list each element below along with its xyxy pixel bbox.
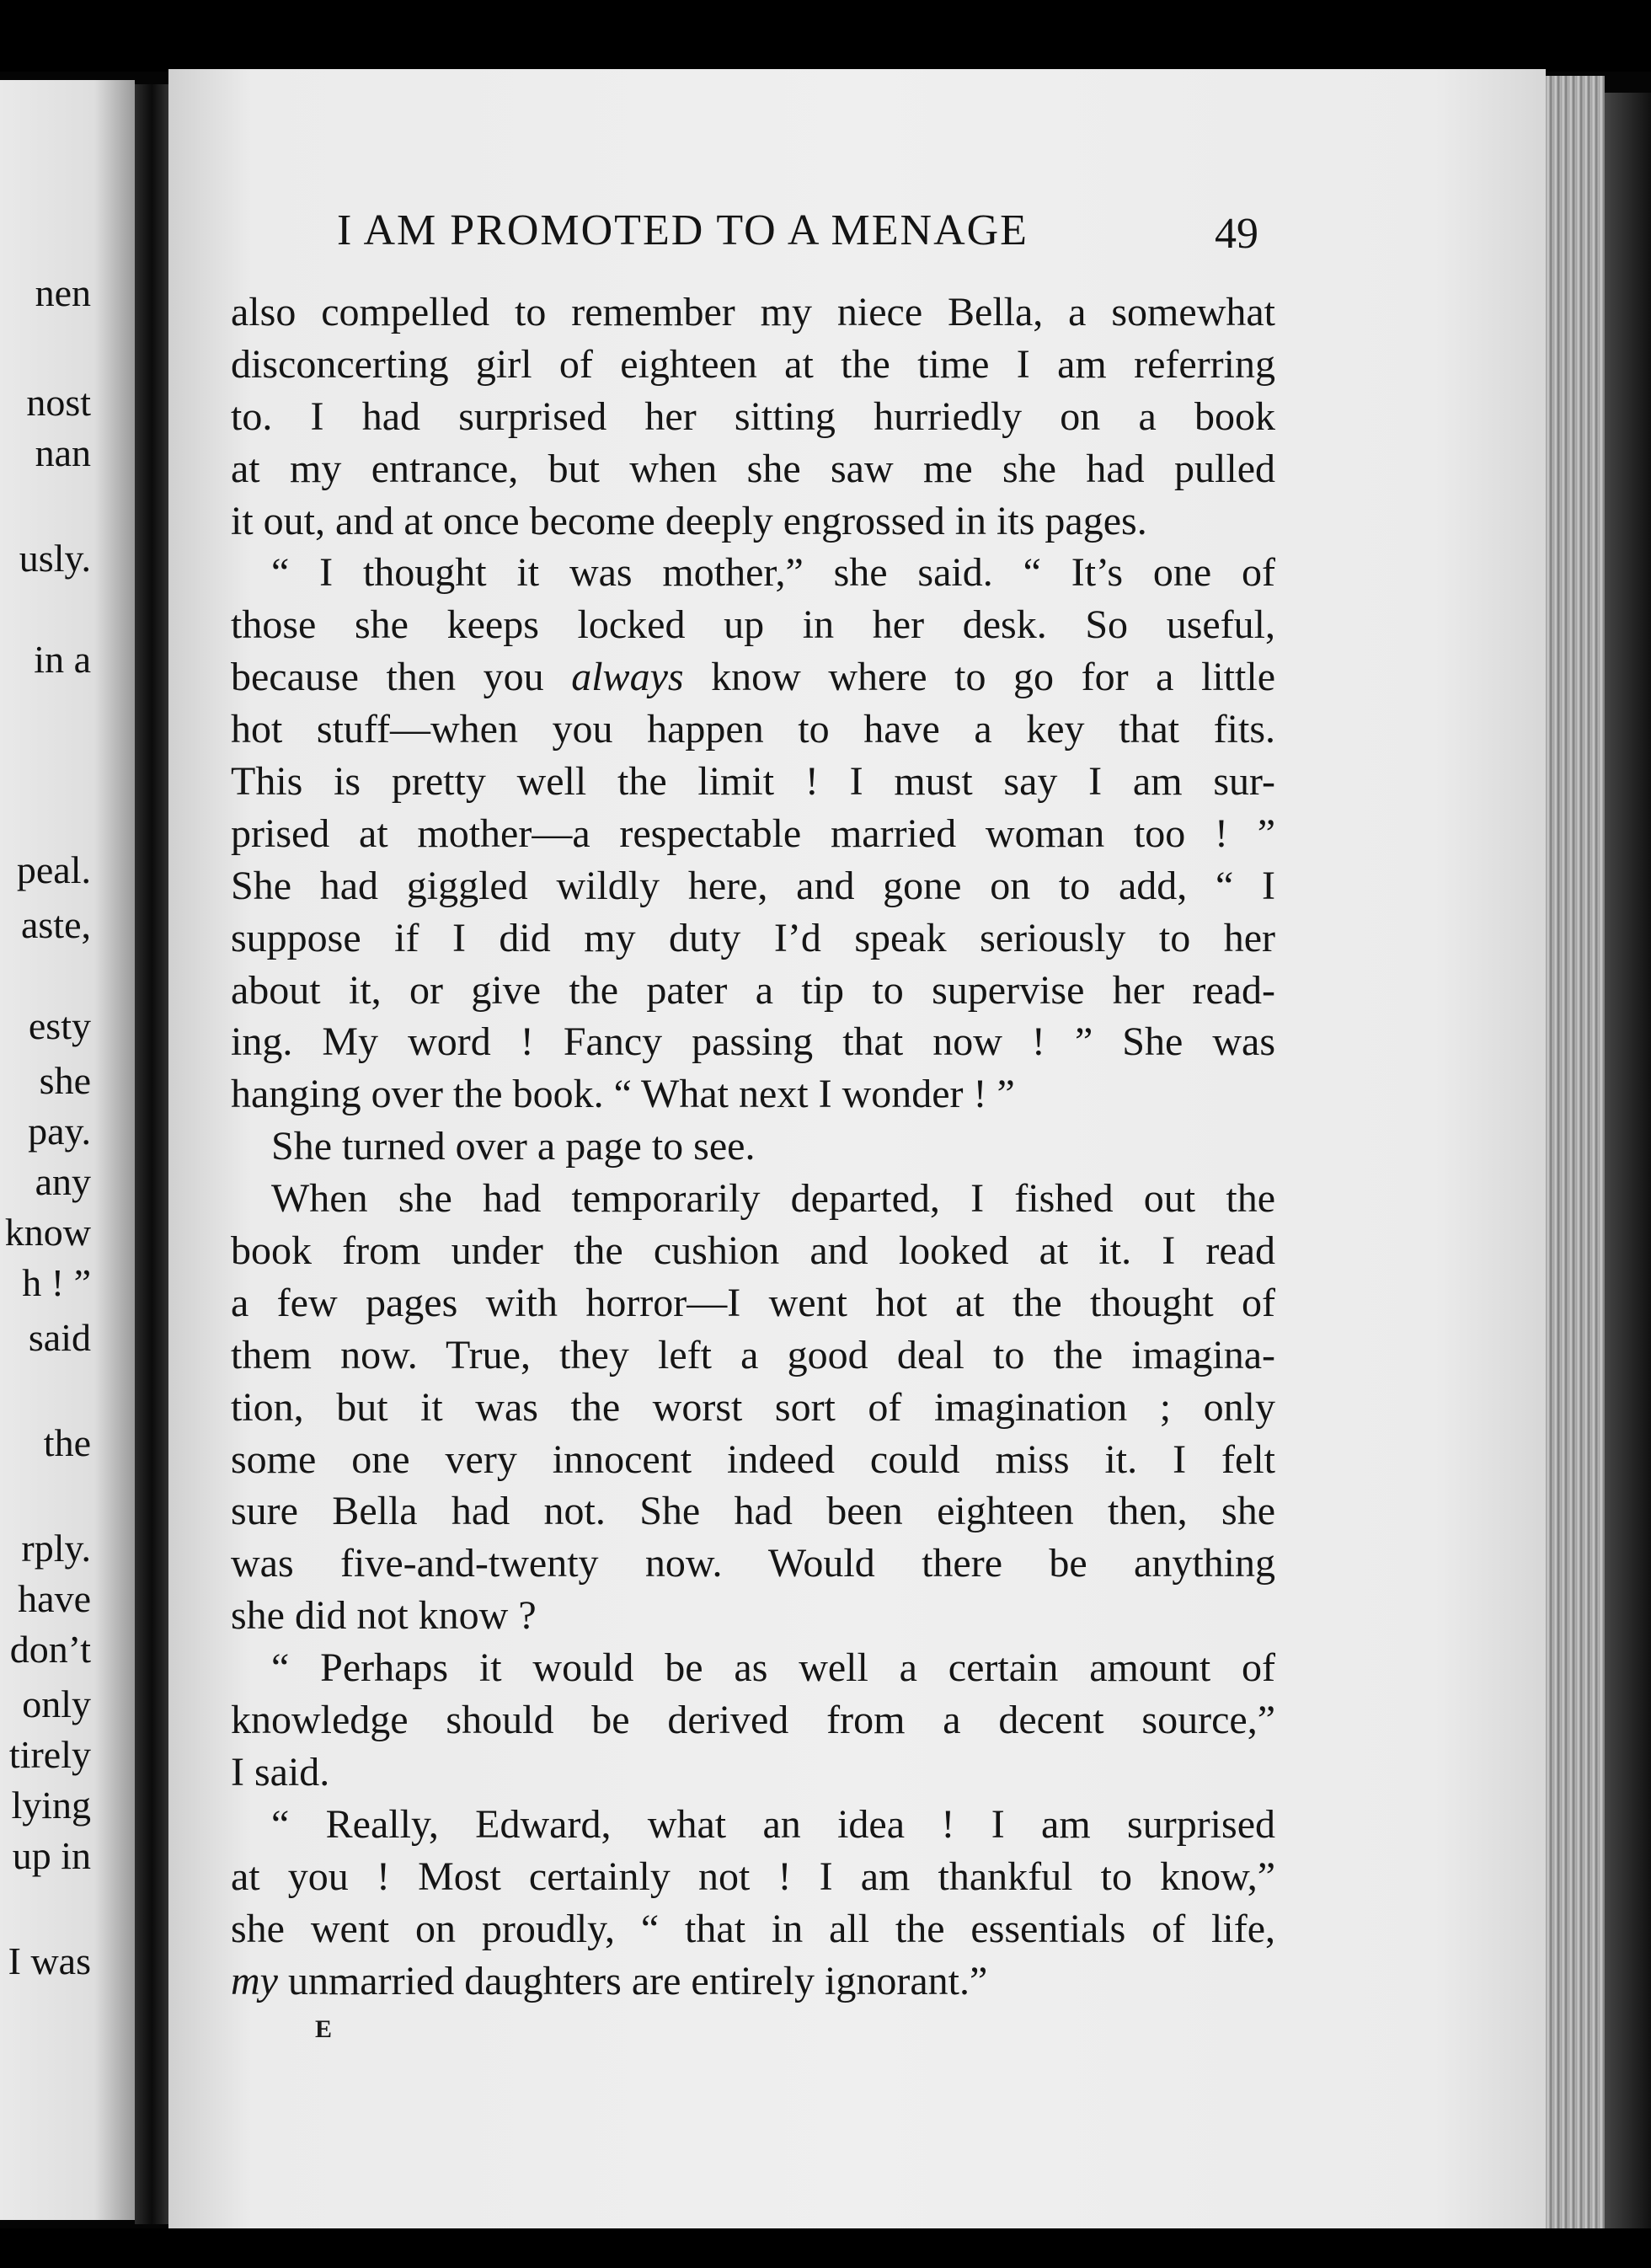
scan-top-border	[0, 0, 1651, 72]
text-line: “ Perhaps it would be as well a certain amount of	[271, 1645, 1275, 1691]
left-page-fragment: said	[28, 1316, 91, 1359]
left-page-fragment: lying	[11, 1784, 91, 1827]
left-page-fragment: the	[43, 1421, 91, 1464]
text-line: I said.	[231, 1749, 330, 1795]
left-page-fragment: rply.	[21, 1527, 91, 1570]
left-page-fragment: nost	[26, 381, 91, 424]
text-line: also compelled to remember my niece Bella, a somewhat	[231, 290, 1275, 334]
left-page-fragment: know	[4, 1211, 91, 1254]
left-page-fragment: peal.	[16, 848, 91, 891]
left-page-fragment: don’t	[9, 1628, 91, 1671]
text-line: “ I thought it was mother,” she said. “ It’s one of	[271, 550, 1275, 596]
text-line: suppose if I did my duty I’d speak seriously to her	[231, 915, 1275, 960]
text-line: disconcerting girl of eighteen at the time I am referring	[231, 341, 1275, 387]
text-line: about it, or give the pater a tip to supervise her read-	[231, 967, 1275, 1013]
left-page-fragment: up in	[12, 1834, 91, 1877]
left-page-fragment: any	[35, 1160, 91, 1203]
text-line: tion, but it was the worst sort of imagination ; only	[231, 1384, 1275, 1430]
text-line: She turned over a page to see.	[271, 1124, 756, 1169]
body-text	[231, 286, 1275, 2007]
left-page-fragment: usly.	[19, 537, 91, 580]
text-line: them now. True, they left a good deal to the imagina-	[231, 1332, 1275, 1377]
left-page-fragment: only	[22, 1682, 91, 1725]
text-line: was five-and-twenty now. Would there be anything	[231, 1541, 1275, 1586]
text-segment: unmarried daughters are entirely ignorant.”	[277, 1958, 988, 2003]
text-line: She had giggled wildly here, and gone on to add, “ I	[231, 863, 1275, 908]
text-line: ing. My word ! Fancy passing that now ! ” She was	[231, 1019, 1275, 1065]
left-page-fragment: have	[18, 1577, 91, 1620]
italic-word: always	[571, 655, 684, 700]
text-line: sure Bella had not. She had been eighteen then, she	[231, 1489, 1275, 1534]
running-head: I AM PROMOTED TO A MENAGE	[337, 206, 1029, 254]
left-page-fragment: aste,	[20, 903, 91, 946]
text-line: at you ! Most certainly not ! I am thankful to know,”	[231, 1853, 1275, 1899]
text-line: prised at mother—a respectable married woman too ! ”	[231, 810, 1275, 856]
signature-mark: E	[315, 2015, 334, 2043]
left-page-fragment: pay.	[28, 1110, 91, 1153]
text-segment: know where to go for a little	[683, 655, 1275, 700]
left-page-fragment: esty	[28, 1004, 91, 1047]
text-line: book from under the cushion and looked at it. I read	[231, 1228, 1275, 1274]
text-line: a few pages with horror—I went hot at the thought of	[231, 1280, 1275, 1325]
text-line: This is pretty well the limit ! I must say I am sur-	[231, 759, 1275, 805]
text-line: it out, and at once become deeply engrossed in its pages.	[231, 498, 1147, 543]
text-line: “ Really, Edward, what an idea ! I am surprised	[271, 1801, 1275, 1847]
text-line: knowledge should be derived from a decent source,”	[231, 1698, 1275, 1743]
text-line: hot stuff—when you happen to have a key that fits.	[231, 707, 1275, 752]
page-number: 49	[1215, 210, 1258, 258]
text-line	[231, 651, 1275, 703]
text-segment: because then you	[231, 655, 572, 700]
left-page-fragment: tirely	[8, 1733, 91, 1776]
book-gutter	[135, 84, 173, 2224]
page-edges	[1546, 76, 1605, 2233]
text-line: hanging over the book. “ What next I wonder ! ”	[231, 1072, 1015, 1117]
text-line: to. I had surprised her sitting hurriedly on a book	[231, 393, 1275, 439]
previous-page-edge	[0, 80, 135, 2220]
left-page-fragment: h ! ”	[22, 1261, 91, 1304]
left-page-fragment: she	[39, 1059, 91, 1102]
left-page-fragment: I was	[8, 1939, 91, 1982]
left-page-fragment: in a	[34, 638, 91, 681]
book-cover-edge	[1605, 93, 1651, 2233]
text-line: those she keeps locked up in her desk. So useful,	[231, 602, 1275, 648]
text-line: When she had temporarily departed, I fished out the	[271, 1176, 1275, 1222]
left-page-fragment: nan	[35, 431, 91, 474]
text-line: she did not know ?	[231, 1593, 537, 1639]
left-page-fragment: nen	[35, 271, 91, 314]
text-line: at my entrance, but when she saw me she had pulled	[231, 446, 1275, 491]
text-line: some one very innocent indeed could miss it. I felt	[231, 1436, 1275, 1482]
text-line: she went on proudly, “ that in all the essentials of life,	[231, 1906, 1275, 1951]
italic-word: my	[231, 1958, 278, 2003]
scan-bottom-border	[0, 2228, 1651, 2268]
text-line	[231, 1955, 1275, 2008]
